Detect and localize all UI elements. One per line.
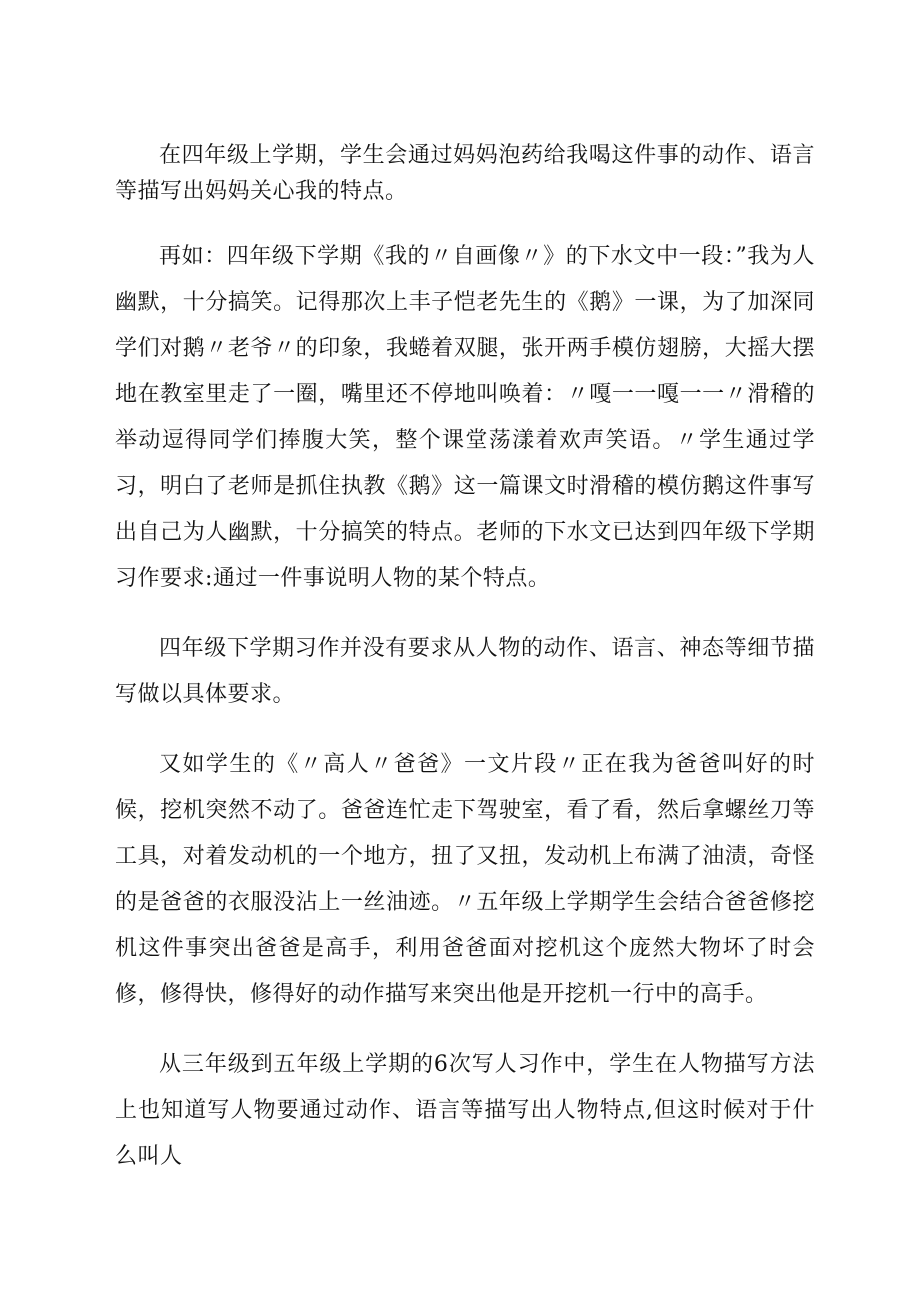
paragraph-2: 再如：四年级下学期《我的〃自画像〃》的下水文中一段：”我为人幽默，十分搞笑。记得那次上丰子恺老先生的《鹅》一课，为了加深同学们对鹅〃老爷〃的印象，我蜷着双腿，张开两手模仿翅膀，大摇大摆地在教室里走了一圈，嘴里还不停地叫唤着：〃嘎一一嘎一一〃滑稽的举动逗得同学们捧腹大笑，整个课堂荡漾着欢声笑语。〃学生通过学习，明白了老师是抓住执教《鹅》这一篇课文时滑稽的模仿鹅这件事写出自己为人幽默，十分搞笑的特点。老师的下水文已达到四年级下学期习作要求:通过一件事说明人物的某个特点。 <box>115 244 815 591</box>
paragraph-3: 四年级下学期习作并没有要求从人物的动作、语言、神态等细节描写做以具体要求。 <box>115 636 815 707</box>
paragraph-4: 又如学生的《〃高人〃爸爸》一文片段〃正在我为爸爸叫好的时候，挖机突然不动了。爸爸连忙走下驾驶室，看了看，然后拿螺丝刀等工具，对着发动机的一个地方，扭了又扭，发动机上布满了油渍，奇怪的是爸爸的衣服没沾上一丝油迹。〃五年级上学期学生会结合爸爸修挖机这件事突出爸爸是高手，利用爸爸面对挖机这个庞然大物坏了时会修，修得快，修得好的动作描写来突出他是开挖机一行中的高手。 <box>115 752 815 1007</box>
paragraph-1: 在四年级上学期，学生会通过妈妈泡药给我喝这件事的动作、语言等描写出妈妈关心我的特点。 <box>115 143 815 204</box>
document-page <box>115 138 815 1180</box>
paragraph-5: 从三年级到五年级上学期的6次写人习作中，学生在人物描写方法上也知道写人物要通过动作、语言等描写出人物特点,但这时候对于什么叫人 <box>115 1052 815 1169</box>
